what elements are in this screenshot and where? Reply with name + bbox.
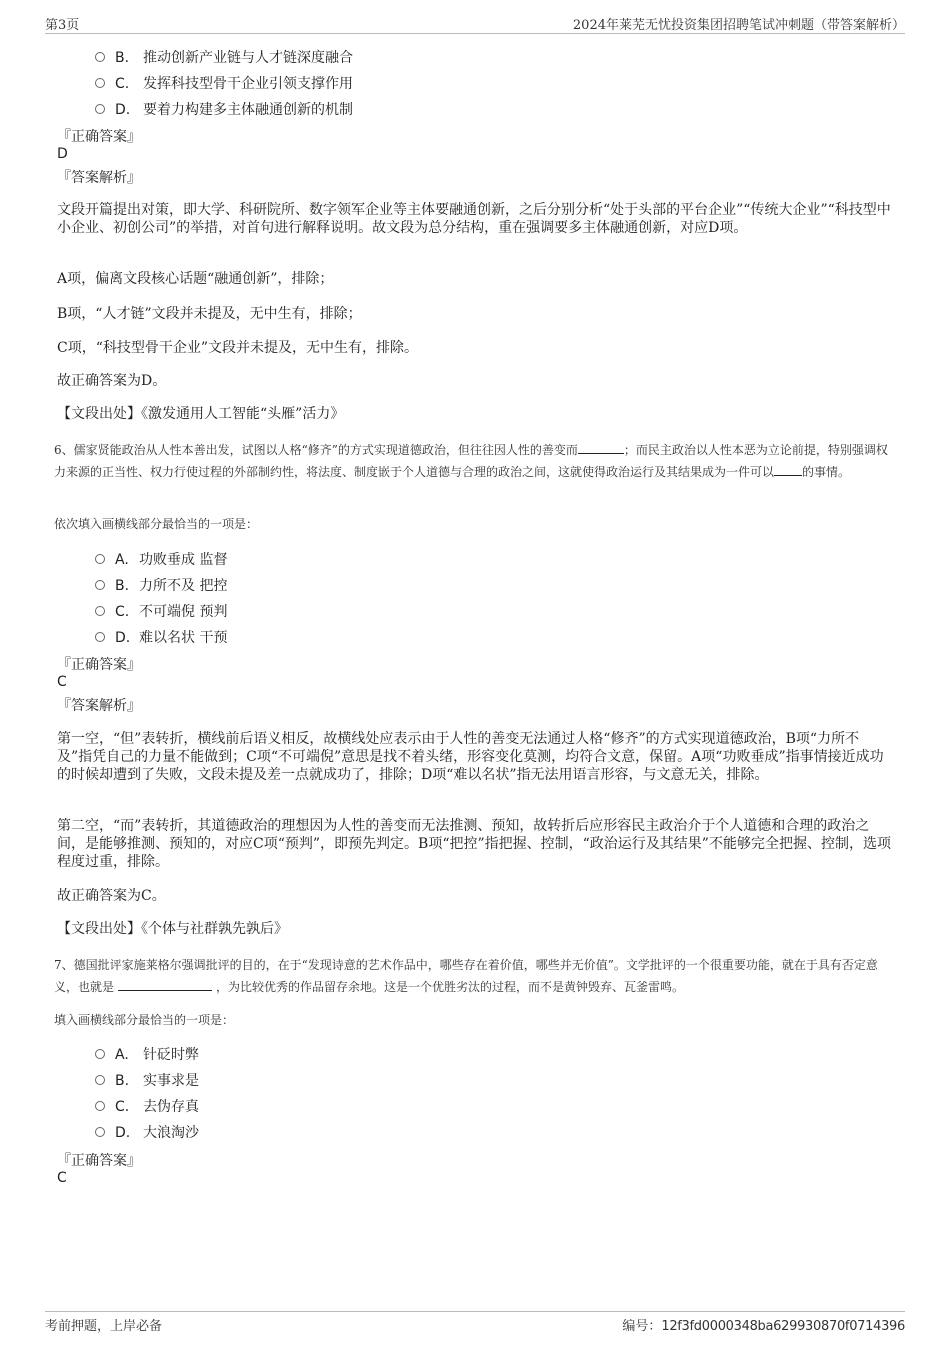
radio-icon[interactable] xyxy=(95,1101,105,1111)
q6-analysis-paragraph: 故正确答案为C。 xyxy=(57,888,166,904)
q6-analysis-paragraph: 第二空，“而”表转折，其道德政治的理想因为人性的善变而无法推测、预知，故转折后应形容民主政治介于个人道德和合理的政治之间，是能够推测、预知的，对应C项“预判”，即预先判定。B项“把控”指把握、控制，“政治运行及其结果”不能够完全把握、控制，选项程度过重，排除。 xyxy=(57,818,891,870)
radio-icon[interactable] xyxy=(95,580,105,590)
radio-icon[interactable] xyxy=(95,52,105,62)
fill-blank xyxy=(774,463,802,476)
radio-icon[interactable] xyxy=(95,554,105,564)
radio-icon[interactable] xyxy=(95,1075,105,1085)
header-divider xyxy=(45,33,905,34)
q6-analysis-label: 『答案解析』 xyxy=(57,698,141,714)
q5-option-c[interactable]: C. 发挥科技型骨干企业引领支撑作用 xyxy=(95,73,353,93)
q7-answer: C xyxy=(57,1170,67,1186)
document-code: 编号：12f3fd0000348ba629930870f0714396 xyxy=(622,1319,905,1334)
q5-answer: D xyxy=(57,146,68,162)
radio-icon[interactable] xyxy=(95,606,105,616)
q5-analysis-paragraph: 故正确答案为D。 xyxy=(57,373,167,389)
q5-analysis-paragraph: B项，“人才链”文段并未提及，无中生有，排除； xyxy=(57,306,362,322)
document-title: 2024年莱芜无忧投资集团招聘笔试冲刺题（带答案解析） xyxy=(572,18,905,33)
radio-icon[interactable] xyxy=(95,1127,105,1137)
q7-answer-label: 『正确答案』 xyxy=(57,1153,141,1169)
q5-source: 【文段出处】《激发通用人工智能“头雁”活力》 xyxy=(57,406,345,422)
radio-icon[interactable] xyxy=(95,104,105,114)
q6-stem: 6、儒家贤能政治从人性本善出发，试图以人格“修齐”的方式实现道德政治，但往往因人性的善变而 ；而民主政治以人性本恶为立论前提，特别强调权力来源的正当性、权力行使过程的外部制约性，将法度、制度嵌于个人道德与合理的政治之间，这就使得政治运行及其结果成为一件可以 的事情。 xyxy=(54,443,888,479)
q6-answer: C xyxy=(57,674,67,690)
q7-option-c[interactable]: C. 去伪存真 xyxy=(95,1096,199,1116)
q7-prompt: 填入画横线部分最恰当的一项是： xyxy=(54,1013,235,1027)
footer-slogan: 考前押题，上岸必备 xyxy=(45,1319,163,1334)
q5-option-d[interactable]: D. 要着力构建多主体融通创新的机制 xyxy=(95,99,353,119)
q5-option-b[interactable]: B. 推动创新产业链与人才链深度融合 xyxy=(95,47,353,67)
q6-source: 【文段出处】《个体与社群孰先孰后》 xyxy=(57,921,288,937)
q7-option-b[interactable]: B. 实事求是 xyxy=(95,1070,199,1090)
q6-option-b[interactable]: B. 力所不及 把控 xyxy=(95,575,227,595)
q6-answer-label: 『正确答案』 xyxy=(57,657,141,673)
fill-blank xyxy=(578,441,624,454)
q6-option-d[interactable]: D. 难以名状 干预 xyxy=(95,627,227,647)
radio-icon[interactable] xyxy=(95,78,105,88)
radio-icon[interactable] xyxy=(95,632,105,642)
q7-option-d[interactable]: D. 大浪淘沙 xyxy=(95,1122,199,1142)
q6-option-c[interactable]: C. 不可端倪 预判 xyxy=(95,601,227,621)
q6-option-a[interactable]: A. 功败垂成 监督 xyxy=(95,549,227,569)
q5-analysis-paragraph: A项，偏离文段核心话题“融通创新”，排除； xyxy=(57,271,334,287)
q7-stem: 7、德国批评家施莱格尔强调批评的目的，在于“发现诗意的艺术作品中，哪些存在着价值，哪些并无价值”。文学批评的一个很重要功能，就在于具有否定意义，也就是 ，为比较优秀的作品留存余地。这是一个优胜劣汰的过程，而不是黄钟毁弃、瓦釜雷鸣。 xyxy=(54,958,878,994)
radio-icon[interactable] xyxy=(95,1049,105,1059)
q5-analysis-label: 『答案解析』 xyxy=(57,170,141,186)
fill-blank xyxy=(118,978,212,991)
q5-analysis-paragraph: 文段开篇提出对策，即大学、科研院所、数字领军企业等主体要融通创新，之后分别分析“处于头部的平台企业”“传统大企业”“科技型中小企业、初创公司”的举措，对首句进行解释说明。故文段为总分结构，重在强调要多主体融通创新，对应D项。 xyxy=(57,202,891,236)
q6-prompt: 依次填入画横线部分最恰当的一项是： xyxy=(54,517,259,531)
footer-divider xyxy=(45,1311,905,1312)
q6-analysis-paragraph: 第一空，“但”表转折，横线前后语义相反，故横线处应表示由于人性的善变无法通过人格“修齐”的方式实现道德政治，B项“力所不及”指凭自己的力量不能做到；C项“不可端倪”意思是找不着头绪，形容变化莫测，均符合文意，保留。A项“功败垂成”指事情接近成功的时候却遭到了失败，文段未提及差一点就成功了，排除；D项“难以名状”指无法用语言形容，与文意无关，排除。 xyxy=(57,731,884,783)
page-number: 第3页 xyxy=(45,18,80,33)
q5-answer-label: 『正确答案』 xyxy=(57,129,141,145)
q7-option-a[interactable]: A. 针砭时弊 xyxy=(95,1044,199,1064)
q5-analysis-paragraph: C项，“科技型骨干企业”文段并未提及，无中生有，排除。 xyxy=(57,340,419,356)
